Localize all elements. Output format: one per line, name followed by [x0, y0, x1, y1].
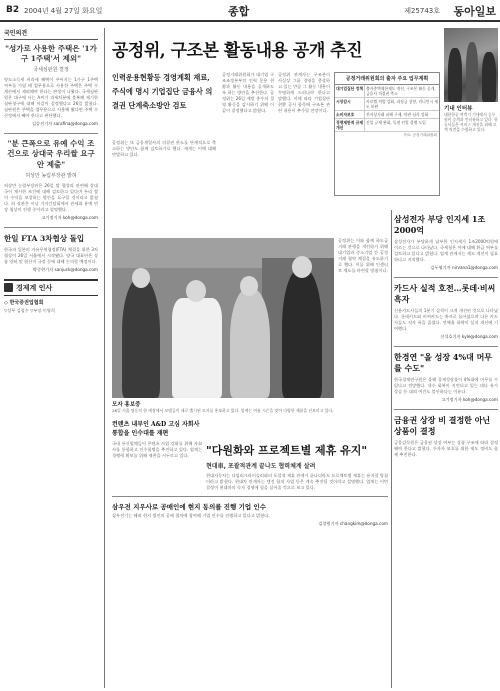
article-byline: 김창원기자 changkim@donga.com [318, 521, 388, 526]
article-body: 한국과 일본의 자유무역협정(FTA) 체결을 위한 3차 협상이 26일 서울에서 시작됐다. 양국 대표단은 상품 양허 및 원산지 규정 등에 대해 논의할 예정이다. [4, 246, 98, 264]
photo-person [122, 278, 160, 398]
article-headline: 삼우전 지우사로 공매인에 현지 동의를 진행 기업 인수 [112, 503, 266, 511]
table-value: 카르텔 적발 강화, 과징금 상향, 리니언시 제도 보완 [366, 99, 439, 109]
article-headline: 한경연 "올 성장 4%대 머무를 수도" [394, 352, 493, 373]
lead-headline: 공정위, 구조본 활동내용 공개 추진 [112, 41, 362, 61]
article-headline: "성가로 사용한 주택은 '1가구 1주택'서 제외" [5, 44, 97, 64]
article-subhead: 현대車, 포괄적관계 끝나도 협력체계 살려 [206, 463, 316, 470]
divider [4, 133, 98, 134]
article-body: 금융감독원은 금융권 상장 여부는 상품 구조에 따라 결정해야 한다고 밝혔다. 투자자 보호를 위한 제도 정비도 함께 추진한다. [394, 440, 498, 457]
section-icon [4, 283, 13, 292]
article-byline: 김두영기자 nirvana1@donga.com [430, 265, 498, 270]
masthead [0, 0, 500, 22]
table-value: 출자총액제한제도 개선, 구조본 활동 공개, 금융사 의결권 축소 [366, 86, 436, 96]
photo-figure [448, 48, 462, 102]
article-subhead: 허상만 농림부장관 밝혀 [25, 172, 77, 179]
table-row [335, 111, 439, 119]
section-name: 종합 [228, 5, 250, 18]
page-number: B2 [6, 5, 20, 15]
divider [112, 496, 388, 497]
photo-face [186, 280, 206, 302]
photo-figure [482, 52, 496, 102]
article-byline: 고기정기자 koh@donga.com [41, 214, 98, 220]
article-body: 한국경제연구원은 올해 경제성장률이 4%대에 머무를 수 있다고 전망했다. 내수 회복이 지연되고 있는 데다 유가 상승 등 대외 여건도 불안하다는 이유다. [394, 377, 498, 394]
article-headline: "분 큰폭으로 유예 수익 조건으로 상대국 우리쌀 요구안 제출" [7, 139, 95, 169]
article-byline: 고기정기자 koh@donga.com [441, 397, 498, 402]
photo-caption-title: 모자 홍보중 [112, 402, 141, 408]
article-subhead: ◇ 한국증권업협회 [4, 299, 44, 306]
lead-deck: 인력운용현황등 경영계획 재료, 주식에 명시 기업집단 금융사 의결권 단계축소방안 검토 [112, 73, 213, 110]
table-row [335, 98, 439, 111]
photo-caption: 대한항공 여객기 기내에서 승무원이 승객과 인터뷰하고 있다. 항공사들은 서비스 개선을 위해 고객 의견을 수렴하고 있다. [444, 112, 498, 132]
article-body: 양도소득세 비과세 혜택이 주어지는 1가구 1주택 여부를 가릴 때 업무용으로 사용한 주택은 주택 수 계산에서 제외해야 한다는 판정이 나왔다. 국세심판원은 대구에 사는 A씨가 과세처분에 불복해 제기한 심판청구에 대해 이같이 결정했다고 26일 밝혔다. 심판원은 주택을 업무용으로 사용해 왔다면 주택 수 산정에서 빼야 한다고 판단했다. [4, 77, 98, 119]
photo-face [292, 256, 312, 278]
bottom-section [112, 420, 388, 533]
table-key: 대기업집단 정책 [335, 85, 365, 97]
article-headline: 카드사 실적 호전…롯데·비씨 흑자 [394, 283, 496, 304]
article-headline: 삼성전자 부당 인지세 1조2000억 [394, 214, 486, 235]
article-body: 국내 통신업체들이 콘텐츠 사업 강화를 위해 자회사를 통합하고 인수합병을 추진하고 있다. 업계는 경쟁력 확보를 위해 재편을 서두르고 있다. [112, 441, 202, 458]
article-headline: 한일 FTA 3차협상 돌입 [4, 233, 85, 243]
photo-block [444, 28, 498, 132]
table-key: 경쟁제한적 규제 개선 [336, 120, 363, 130]
article-headline: 컨텐츠 내부인 A&D 고심 자회사 통합을 인수대를 재편 [112, 421, 200, 437]
issue-date: 2004년 4월 27일 화요일 [24, 7, 103, 15]
article-headline: 금융권 상장 비 결정한 아닌 상품이 결정 [394, 415, 491, 436]
table-value: 진입 규제 완화, 독점 산업 경쟁 도입 [366, 120, 426, 125]
article-body: 현대자동차는 다임러크라이슬러와의 포괄적 제휴 관계가 끝나더라도 프로젝트별 제휴는 유지할 방침이라고 밝혔다. 현대차 관계자는 엔진 합작 사업 등은 계속 추진될 것이라고 설명했다. 업계는 이번 결정이 현대차의 독자 경영에 힘을 실어줄 것으로 보고 있다. [206, 473, 388, 490]
article-body: 신용카드사들의 1분기 실적이 크게 개선된 것으로 나타났다. 롯데카드와 비씨카드는 흑자로 돌아섰으며 다른 카드사들도 적자 폭을 줄였다. 연체율 하락이 실적 개선에 기여했다. [394, 308, 498, 331]
photo-figure [466, 42, 478, 102]
news-photo [444, 28, 498, 102]
bottom-top [112, 420, 388, 491]
news-photo [112, 238, 334, 398]
newspaper-logo: 동아일보 [453, 5, 496, 18]
lead-body: 공정거래위원회가 대기업 구조조정본부의 인력 운용 현황과 활동 내용을 공개하도록 하는 방안을 추진한다. 공정위는 26일 재벌 총수의 경영 활동을 감시하기 위해 이같이 결정했다고 밝혔다. [222, 72, 274, 113]
photo-person [282, 268, 322, 398]
article-body: 허상만 농림부장관은 26일 쌀 협상과 관련해 상대국이 제시한 조건에 대해 검토하고 있다며 우리 쌀의 수익을 보장하는 방안을 요구할 것이라고 밝혔다. 허 장관은 이날 기자간담회에서 관세화 유예 연장 협상이 진행 중이라고 설명했다. [4, 182, 98, 212]
article-headline: "다원화와 프로젝트별 제휴 유지" [206, 444, 368, 457]
article-body: 삼우전기는 해외 현지 법인의 공매 절차에 참여해 기업 인수를 진행하고 있다고 밝혔다. [112, 513, 270, 518]
table-value: 전자상거래 피해 구제, 약관 심사 강화 [366, 112, 429, 117]
table-source: 자료: 공정거래위원회 [403, 133, 437, 137]
article-byline: 신석호기자 kyle@donga.com [440, 334, 498, 339]
side-article [112, 420, 202, 491]
photo-caption: 26일 서울 명동의 한 매장에서 모델들이 새로 출시된 모자를 홍보하고 있다. 업계는 여름 시즌을 맞아 다양한 제품을 선보이고 있다. [112, 408, 334, 413]
article-body: 삼성전자가 부당하게 납부한 인지세가 1조2000억원에 이르는 것으로 나타났다. 국세청은 이에 대해 환급 여부를 검토하고 있다고 밝혔다. 업계 관계자는 제도 개선이 필요하다고 지적했다. [394, 239, 498, 262]
table-key: 시장감시 [335, 98, 365, 110]
article-subhead: 국세심판원 결정 [33, 67, 69, 74]
section-label: 국민의견 [4, 28, 98, 40]
edition-number: 제25743호 [404, 7, 440, 15]
divider [394, 346, 498, 347]
section-label [4, 279, 98, 296]
divider [394, 277, 498, 278]
lead-body: 공정위 관계자는 구조본이 사실상 그룹 경영을 총괄하고 있는 만큼 그 활동 내용이 투명하게 드러나야 한다고 말했다. 이에 따라 기업집단 현황 공시 항목에 구조본 관련 내용이 추가될 전망이다. [278, 72, 330, 113]
table-key: 소비자보호 [335, 111, 365, 118]
column-rule [391, 210, 392, 688]
article-byline: 박중현기자 sanjuck@donga.com [32, 266, 98, 272]
section-label-text: 경제계 인사 [16, 283, 53, 292]
column-rule [104, 28, 105, 688]
table-row [335, 119, 439, 132]
main-article [206, 420, 388, 491]
divider [394, 409, 498, 410]
left-column [4, 28, 98, 314]
article-body: ▽상무 김철수 ▽부장 이영희 [4, 307, 55, 313]
divider [4, 227, 98, 228]
photo-person [230, 288, 270, 398]
lead-body: 공정위는 이와 함께 하도급 거래 관행을 개선하기 위해 대기업과 중소기업 간 공정거래 협약 체결을 유도하기로 했다. 이를 위해 인센티브 제도를 마련할 방침이다. [338, 238, 388, 273]
photo-face [240, 276, 258, 296]
table-row [335, 85, 439, 98]
photo-caption-title: 기내 인터뷰 [444, 106, 473, 112]
article-byline: 김승진기자 sarafina@donga.com [31, 121, 98, 127]
photo-person [172, 298, 222, 398]
photo-caption-block [112, 400, 334, 414]
lead-body: 공정위는 또 금융계열사의 의결권 한도를 단계적으로 축소하는 방안도 함께 검토하기로 했다. 재계는 이에 대해 반발하고 있다. [112, 140, 216, 157]
right-column [394, 210, 498, 458]
table-title: 공정거래위원회의 출자 주요 업무계획 [335, 73, 439, 85]
info-table [334, 72, 440, 196]
photo-face [132, 268, 150, 288]
